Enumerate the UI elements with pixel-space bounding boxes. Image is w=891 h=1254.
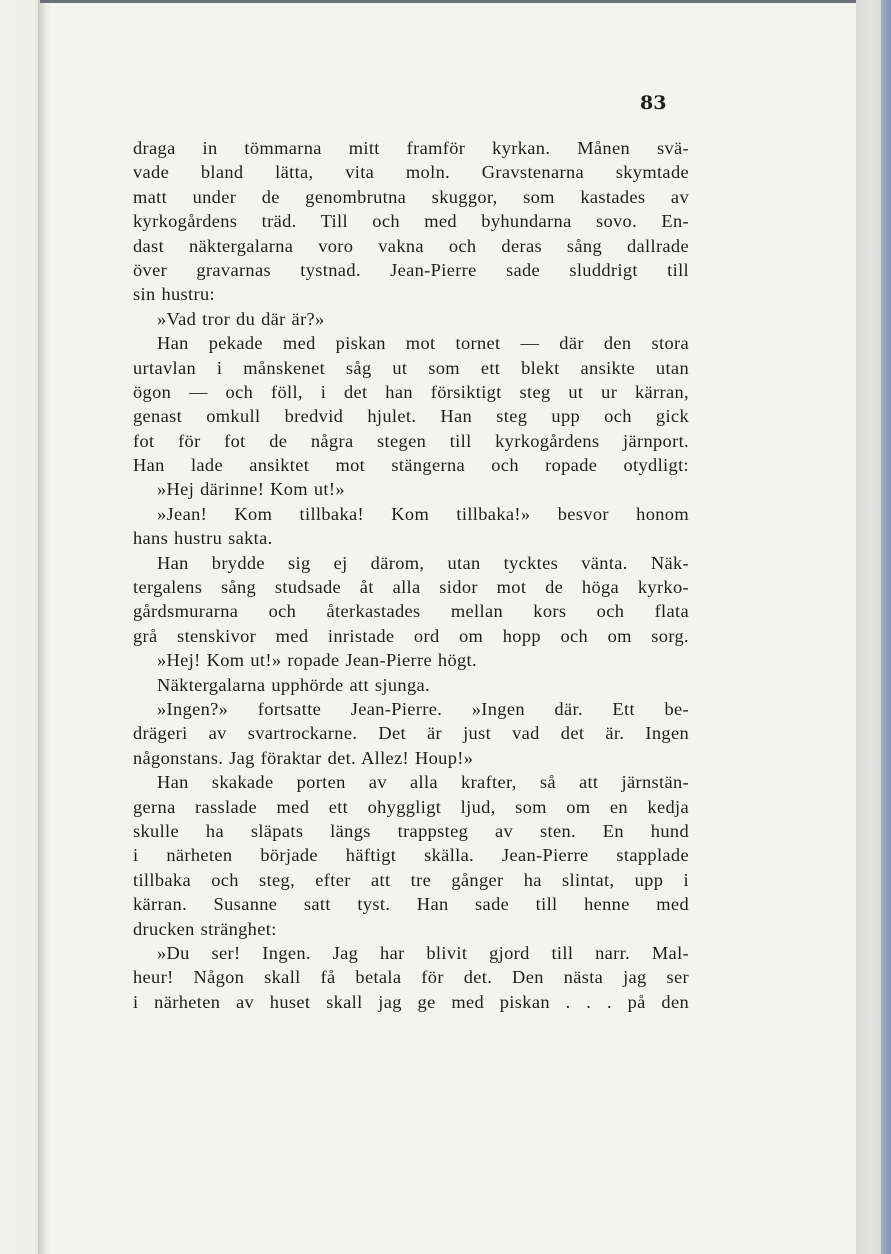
text-line: »Hej! Kom ut!» ropade Jean-Pierre högt. bbox=[157, 650, 477, 671]
text-line: Han brydde sig ej därom, utan tycktes vänta. Näk- bbox=[157, 552, 689, 573]
text-line: »Vad tror du där är?» bbox=[157, 308, 325, 329]
text-line: i närheten av huset skall jag ge med piskan . . . på den bbox=[133, 991, 689, 1012]
text-line: kärran. Susanne satt tyst. Han sade till henne med bbox=[133, 894, 689, 915]
text-line: heur! Någon skall få betala för det. Den nästa jag ser bbox=[133, 967, 689, 988]
text-line: någonstans. Jag föraktar det. Allez! Houp!» bbox=[133, 747, 474, 768]
text-line: »Ingen?» fortsatte Jean-Pierre. »Ingen där. Ett be- bbox=[157, 698, 689, 719]
text-line: Han skakade porten av alla krafter, så att järnstän- bbox=[157, 772, 689, 793]
text-line: i närheten började häftigt skälla. Jean-Pierre stapplade bbox=[133, 845, 689, 866]
text-line: vade bland lätta, vita moln. Gravstenarna skymtade bbox=[133, 162, 689, 183]
text-line: skulle ha släpats längs trappsteg av sten. En hund bbox=[133, 820, 689, 841]
text-line: Näktergalarna upphörde att sjunga. bbox=[157, 674, 430, 695]
text-line: över gravarnas tystnad. Jean-Pierre sade sluddrigt till bbox=[133, 259, 689, 280]
cover-binding bbox=[881, 0, 891, 1254]
text-line: draga in tömmarna mitt framför kyrkan. Månen svä- bbox=[133, 138, 689, 158]
text-line: tergalens sång studsade åt alla sidor mot de höga kyrko- bbox=[133, 577, 689, 598]
text-line: gerna rasslade med ett ohyggligt ljud, som om en kedja bbox=[133, 796, 689, 817]
text-line: drägeri av svartrockarne. Det är just vad det är. Ingen bbox=[133, 723, 689, 744]
page-number: 83 bbox=[640, 92, 667, 114]
text-line: matt under de genombrutna skuggor, som kastades av bbox=[133, 186, 689, 207]
text-line: genast omkull bredvid hjulet. Han steg upp och gick bbox=[133, 406, 689, 427]
text-line: Han lade ansiktet mot stängerna och ropade otydligt: bbox=[133, 455, 689, 476]
body-text bbox=[133, 136, 689, 1014]
text-line: drucken stränghet: bbox=[133, 918, 277, 939]
text-line: tillbaka och steg, efter att tre gånger ha slintat, upp i bbox=[133, 869, 689, 890]
text-line: hans hustru sakta. bbox=[133, 528, 273, 549]
text-line: urtavlan i månskenet såg ut som ett blekt ansikte utan bbox=[133, 357, 689, 378]
text-line: »Du ser! Ingen. Jag har blivit gjord till narr. Mal- bbox=[157, 942, 689, 963]
book-cover-edge bbox=[856, 0, 891, 1254]
text-line: sin hustru: bbox=[133, 284, 215, 305]
text-line: »Jean! Kom tillbaka! Kom tillbaka!» besvor honom bbox=[157, 503, 689, 524]
text-line: dast näktergalarna voro vakna och deras sång dallrade bbox=[133, 235, 689, 256]
text-line: grå stenskivor med inristade ord om hopp och om sorg. bbox=[133, 625, 689, 646]
previous-page-edge bbox=[0, 0, 42, 1254]
text-line: gårdsmurarna och återkastades mellan kors och flata bbox=[133, 601, 689, 622]
text-line: fot för fot de några stegen till kyrkogårdens järnport. bbox=[133, 430, 689, 451]
text-line: »Hej därinne! Kom ut!» bbox=[157, 479, 345, 500]
text-line: ögon — och föll, i det han försiktigt steg ut ur kärran, bbox=[133, 381, 689, 402]
text-line: Han pekade med piskan mot tornet — där den stora bbox=[157, 333, 689, 354]
text-line: kyrkogårdens träd. Till och med byhundarna sovo. En- bbox=[133, 211, 689, 232]
page-top-edge bbox=[40, 0, 860, 3]
